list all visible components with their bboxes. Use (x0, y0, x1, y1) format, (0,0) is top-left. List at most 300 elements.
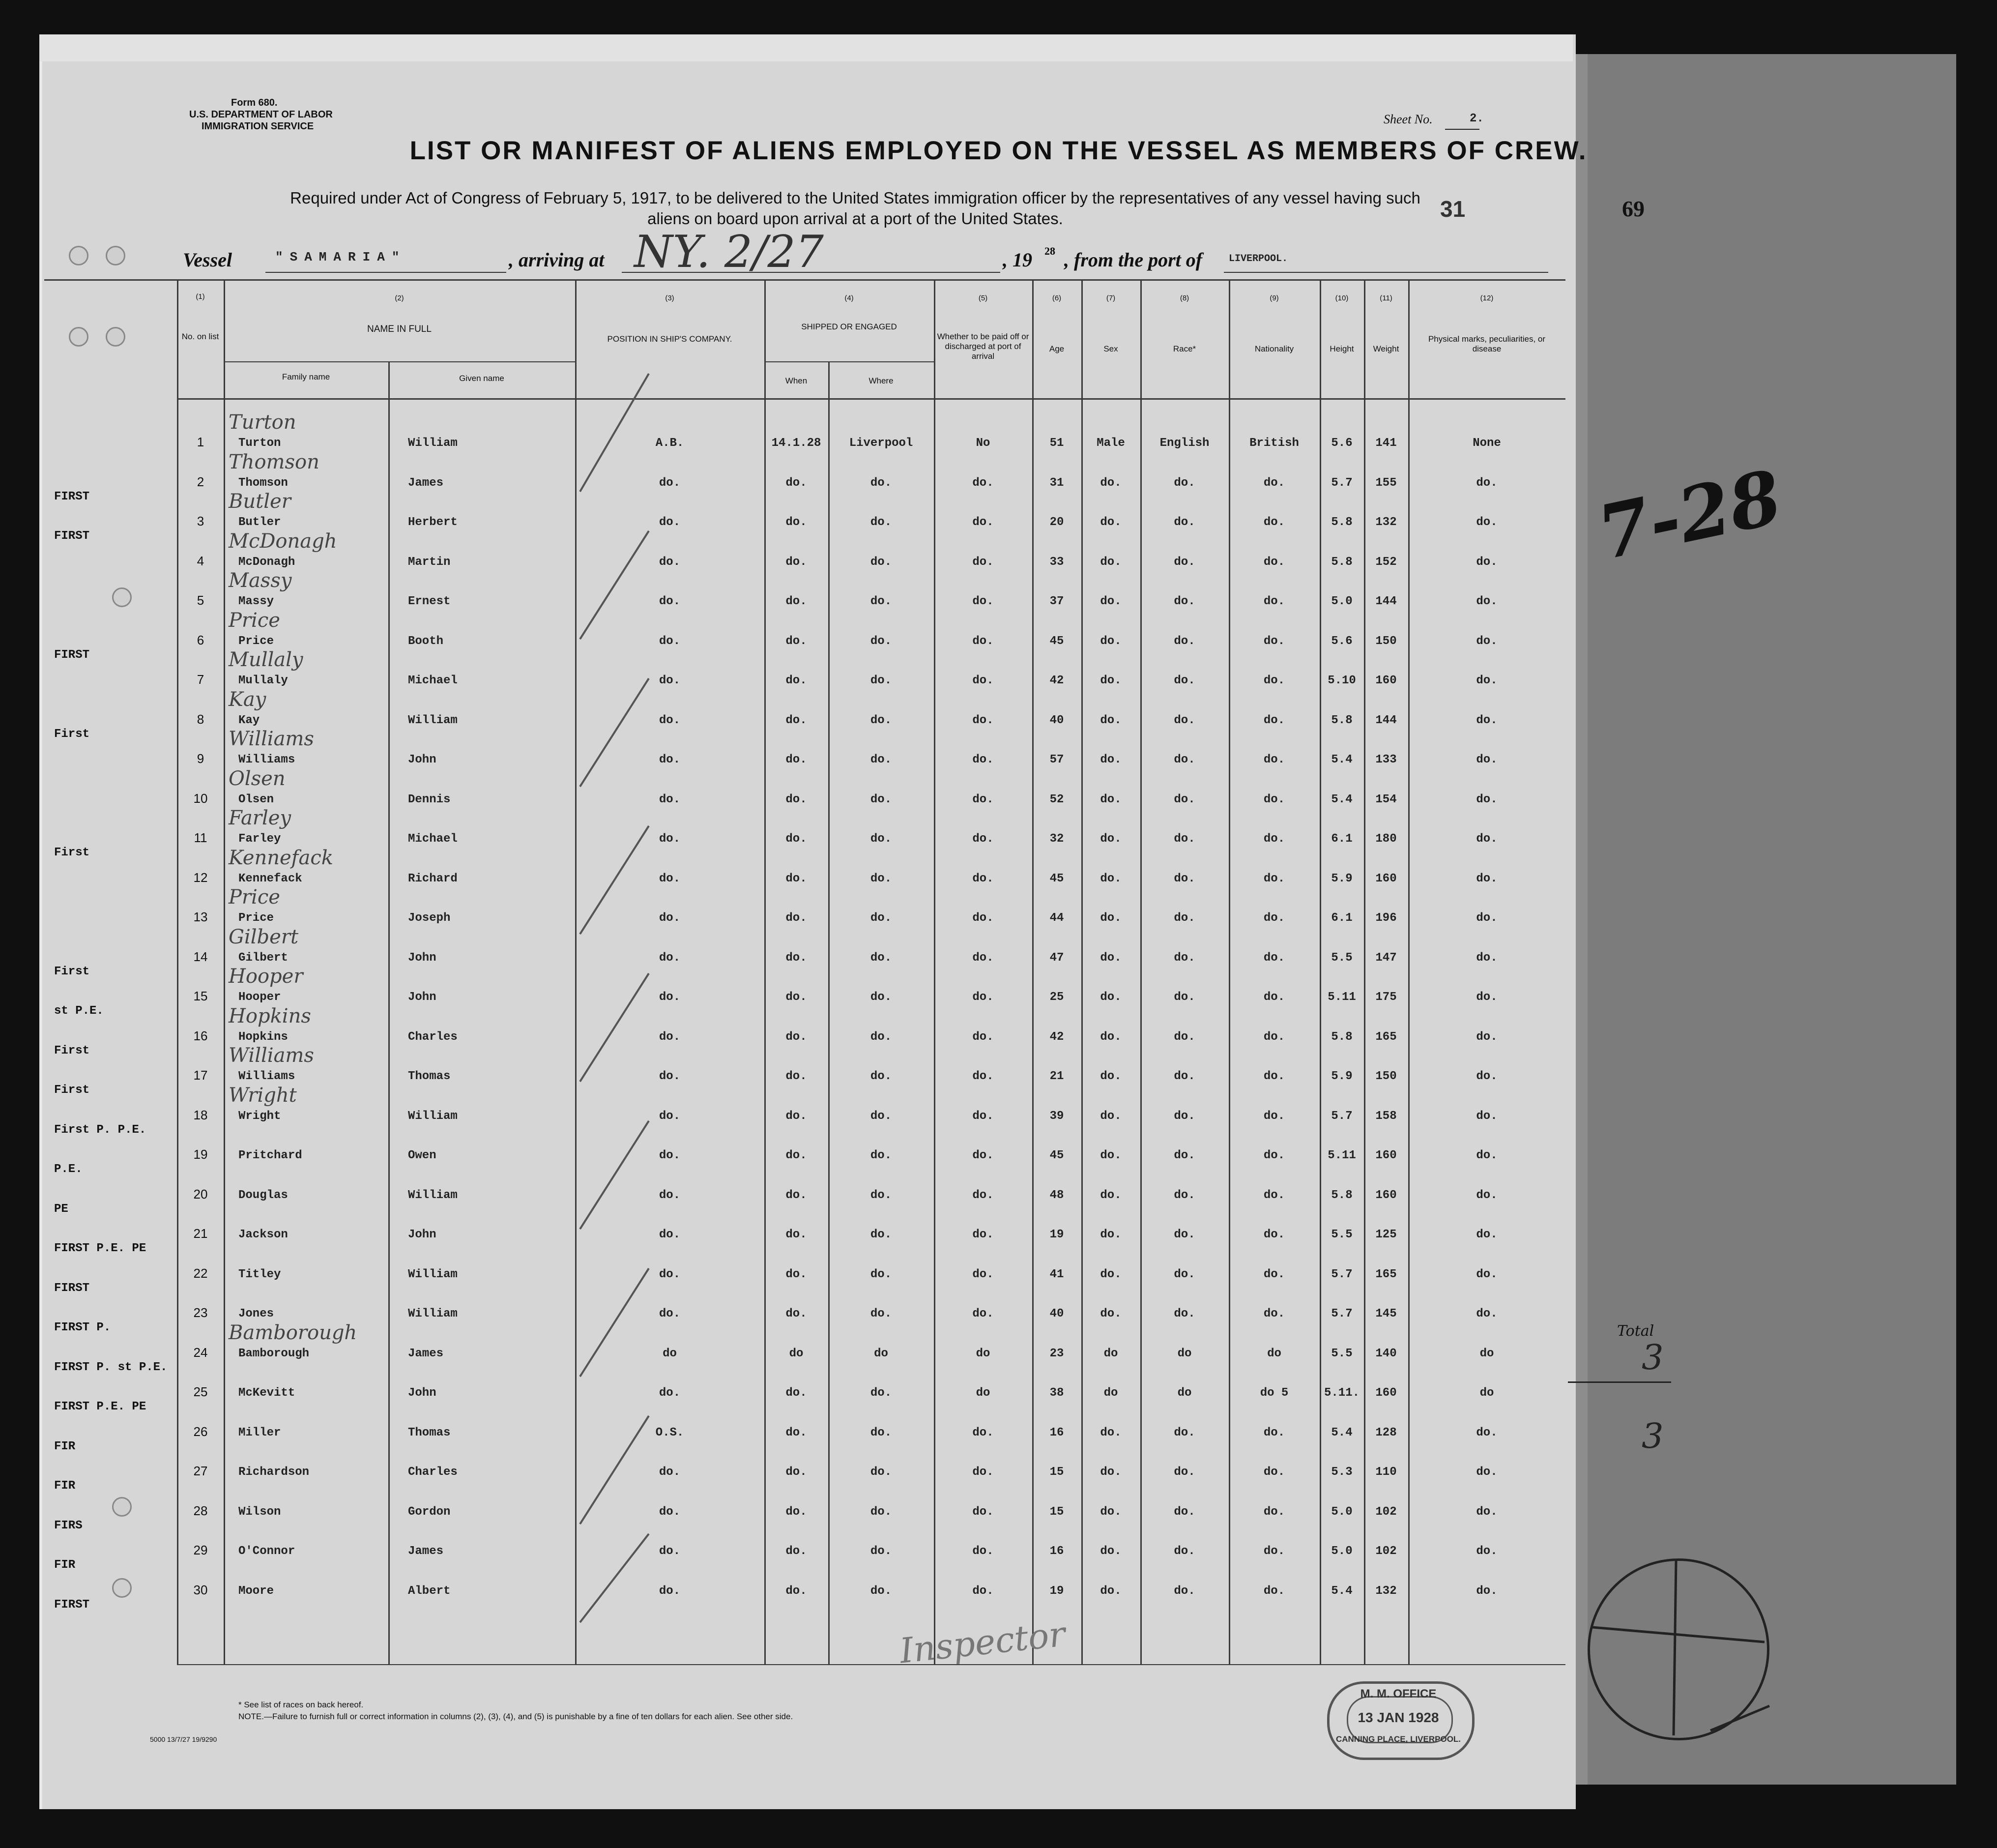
handwritten-family-name: Hooper (229, 965, 303, 988)
cell-nat: do. (1263, 1070, 1285, 1083)
cell-nat: do. (1263, 1188, 1285, 1202)
cell-nat: British (1249, 437, 1299, 450)
cell-paid: do. (972, 1228, 994, 1241)
cell-where: do. (870, 832, 892, 846)
cell-sex: do. (1100, 1149, 1122, 1162)
margin-annotation: First (54, 1044, 90, 1057)
cell-height: 6.1 (1331, 911, 1353, 925)
sheet-label: Sheet No. (1384, 112, 1433, 126)
port-underline (1224, 272, 1548, 273)
cell-paid: do. (972, 1109, 994, 1123)
cell-paid: do (976, 1386, 990, 1400)
cell-height: 5.11. (1324, 1386, 1360, 1400)
shipped-subheader-rule (764, 361, 934, 362)
sheet-top-edge (39, 34, 1573, 61)
sheet-number: 2. (1470, 112, 1484, 125)
cell-sex: do. (1100, 595, 1122, 608)
cell-nat: do. (1263, 1545, 1285, 1558)
margin-annotation: FIRST (54, 1598, 90, 1612)
cell-when: do. (785, 674, 807, 687)
row-number: 5 (197, 593, 204, 608)
cell-weight: 154 (1375, 792, 1397, 806)
cell-weight: 144 (1375, 713, 1397, 727)
cell-position: do. (659, 516, 681, 529)
handwritten-family-name: Olsen (229, 767, 286, 790)
tally-marks (560, 364, 708, 1652)
cell-race: do. (1174, 1466, 1195, 1479)
cell-marks: do. (1476, 1188, 1498, 1202)
row-number: 14 (193, 949, 208, 964)
cell-where: do. (870, 753, 892, 766)
cell-when: do (789, 1347, 804, 1360)
cell-nat: do 5 (1260, 1386, 1289, 1400)
cell-given: William (408, 437, 458, 450)
cell-age: 47 (1049, 951, 1064, 965)
vessel-name: "SAMARIA" (275, 250, 406, 264)
cell-nat: do. (1263, 1267, 1285, 1281)
cell-age: 44 (1049, 911, 1064, 925)
cell-where: do. (870, 1466, 892, 1479)
cell-given: John (408, 951, 436, 965)
cell-given: Gordon (408, 1505, 451, 1519)
cell-when: do. (785, 1307, 807, 1320)
cell-marks: do. (1476, 634, 1498, 648)
cell-where: do. (870, 1307, 892, 1320)
margin-annotation: FIR (54, 1558, 76, 1572)
cell-height: 5.7 (1331, 1109, 1353, 1123)
cell-given: John (408, 991, 436, 1004)
cell-position: do. (659, 674, 681, 687)
cell-given: Richard (408, 872, 458, 885)
cell-when: do. (785, 634, 807, 648)
cell-race: do (1177, 1347, 1192, 1360)
cell-nat: do. (1263, 1228, 1285, 1241)
header-name-in-full: NAME IN FULL (367, 324, 432, 334)
row-number: 1 (197, 435, 204, 449)
cell-family: Douglas (238, 1188, 288, 1202)
cell-given: Booth (408, 634, 444, 648)
cell-height: 5.0 (1331, 1545, 1353, 1558)
cell-race: do (1177, 1386, 1192, 1400)
cell-sex: do. (1100, 1070, 1122, 1083)
cell-nat: do. (1263, 476, 1285, 490)
cell-height: 5.8 (1331, 555, 1353, 569)
cell-marks: do. (1476, 476, 1498, 490)
cell-nat: do. (1263, 1584, 1285, 1598)
cell-weight: 165 (1375, 1030, 1397, 1044)
cell-where: do. (870, 1109, 892, 1123)
cell-age: 40 (1049, 713, 1064, 727)
cell-race: do. (1174, 634, 1195, 648)
cell-weight: 160 (1375, 1386, 1397, 1400)
cell-nat: do. (1263, 713, 1285, 727)
margin-annotation: FIR (54, 1479, 76, 1493)
cell-family: Wright (238, 1109, 281, 1123)
cell-height: 5.0 (1331, 1505, 1353, 1519)
cell-given: John (408, 1228, 436, 1241)
cell-when: do. (785, 1466, 807, 1479)
cell-height: 5.7 (1331, 476, 1353, 490)
cell-family: McKevitt (238, 1386, 295, 1400)
cell-when: do. (785, 991, 807, 1004)
col-num: (9) (1270, 294, 1279, 302)
cell-weight: 144 (1375, 595, 1397, 608)
cell-paid: do. (972, 1267, 994, 1281)
cell-given: Charles (408, 1030, 458, 1044)
col-num: (11) (1380, 294, 1392, 302)
cell-given: William (408, 1109, 458, 1123)
cell-age: 20 (1049, 516, 1064, 529)
cell-given: Joseph (408, 911, 451, 925)
cell-nat: do. (1263, 832, 1285, 846)
col-rule (224, 279, 225, 1664)
cell-sex: do (1103, 1347, 1118, 1360)
cell-race: do. (1174, 872, 1195, 885)
cell-paid: do. (972, 951, 994, 965)
cell-family: Farley (238, 832, 281, 846)
row-number: 26 (193, 1424, 208, 1439)
cell-age: 19 (1049, 1228, 1064, 1241)
handwritten-family-name: Farley (229, 807, 291, 829)
act-notice-line-2: aliens on board upon arrival at a port of the United States. (647, 209, 1063, 228)
vessel-underline (265, 272, 506, 273)
cell-nat: do. (1263, 753, 1285, 766)
cell-nat: do. (1263, 792, 1285, 806)
handwritten-family-name: Turton (229, 411, 296, 434)
cell-sex: do. (1100, 753, 1122, 766)
margin-annotation: First (54, 1084, 90, 1097)
manifest-title: LIST OR MANIFEST OF ALIENS EMPLOYED ON THE VESSEL AS MEMBERS OF CREW. (409, 136, 1588, 165)
handwritten-family-name: Williams (229, 728, 314, 750)
cell-nat: do. (1263, 516, 1285, 529)
row-number: 22 (193, 1265, 208, 1281)
row-number: 19 (193, 1147, 208, 1162)
cell-position: do. (659, 753, 681, 766)
cell-where: do. (870, 555, 892, 569)
cell-height: 5.0 (1331, 595, 1353, 608)
row-number: 18 (193, 1107, 208, 1122)
cell-where: do. (870, 476, 892, 490)
handwritten-family-name: Massy (229, 569, 292, 592)
sheet-number-underline (1445, 129, 1479, 130)
cell-family: McDonagh (238, 555, 295, 569)
row-number: 20 (193, 1186, 208, 1202)
cell-given: James (408, 476, 444, 490)
cell-family: Moore (238, 1584, 274, 1598)
col-num: (7) (1106, 294, 1116, 302)
arriving-underline (622, 272, 1000, 273)
cell-position: do. (659, 1545, 681, 1558)
cell-given: William (408, 1307, 458, 1320)
cell-given: John (408, 1386, 436, 1400)
header-physical-marks: Physical marks, peculiarities, or disease (1428, 334, 1546, 353)
cell-age: 16 (1049, 1545, 1064, 1558)
cell-marks: do. (1476, 595, 1498, 608)
cell-age: 45 (1049, 872, 1064, 885)
cell-where: do. (870, 991, 892, 1004)
cell-race: do. (1174, 911, 1195, 925)
cell-position: do. (659, 634, 681, 648)
cell-when: do. (785, 1426, 807, 1439)
row-number: 9 (197, 751, 204, 766)
cell-family: Gilbert (238, 951, 288, 965)
cell-family: Hopkins (238, 1030, 288, 1044)
margin-annotation: FIRST (54, 529, 90, 543)
header-height: Height (1330, 344, 1354, 353)
cell-paid: do. (972, 476, 994, 490)
cell-family: Kay (238, 713, 260, 727)
cell-where: do. (870, 1386, 892, 1400)
cell-height: 5.4 (1331, 792, 1353, 806)
cell-position: do. (659, 1505, 681, 1519)
port-label: , from the port of (1064, 249, 1203, 271)
cell-age: 45 (1049, 1149, 1064, 1162)
cell-age: 52 (1049, 792, 1064, 806)
cell-marks: do. (1476, 1030, 1498, 1044)
cell-race: do. (1174, 1267, 1195, 1281)
cell-race: do. (1174, 1149, 1195, 1162)
cell-height: 5.8 (1331, 516, 1353, 529)
cell-age: 19 (1049, 1584, 1064, 1598)
cell-weight: 150 (1375, 634, 1397, 648)
cell-when: do. (785, 832, 807, 846)
table-bottom-rule (177, 1664, 1565, 1665)
penalty-note: NOTE.—Failure to furnish full or correct information in columns (2), (3), (4), and (5) is punishable by a fine of ten dollars for each alien. See other side. (238, 1712, 793, 1721)
cell-where: do. (870, 516, 892, 529)
margin-annotation: st P.E. (54, 1004, 104, 1018)
row-number: 4 (197, 553, 204, 568)
cell-position: do (663, 1347, 677, 1360)
cell-paid: do. (972, 1466, 994, 1479)
cell-height: 5.5 (1331, 951, 1353, 965)
cell-when: do. (785, 1386, 807, 1400)
cell-age: 33 (1049, 555, 1064, 569)
cell-race: do. (1174, 753, 1195, 766)
row-number: 7 (197, 672, 204, 687)
row-number: 13 (193, 909, 208, 924)
col-num: (1) (196, 293, 205, 301)
cell-family: Richardson (238, 1466, 310, 1479)
act-notice-line-1: Required under Act of Congress of February 5, 1917, to be delivered to the United States immigration officer by the representatives of any vessel having such (290, 189, 1420, 207)
cell-weight: 147 (1375, 951, 1397, 965)
cell-race: do. (1174, 713, 1195, 727)
cell-where: do. (870, 1584, 892, 1598)
cell-given: John (408, 753, 436, 766)
cell-nat: do. (1263, 1030, 1285, 1044)
cell-race: do. (1174, 1426, 1195, 1439)
inspector-signature: Inspector (897, 1613, 1068, 1672)
cell-given: William (408, 713, 458, 727)
cell-where: do (874, 1347, 888, 1360)
margin-annotation: First (54, 846, 90, 859)
handwritten-family-name: Bamborough (229, 1321, 357, 1344)
cell-sex: do. (1100, 674, 1122, 687)
row-number: 6 (197, 632, 204, 647)
cell-height: 5.4 (1331, 1426, 1353, 1439)
cell-where: do. (870, 1267, 892, 1281)
cell-where: do. (870, 911, 892, 925)
cell-nat: do. (1263, 1426, 1285, 1439)
cell-height: 5.8 (1331, 1188, 1353, 1202)
cell-marks: do. (1476, 1505, 1498, 1519)
cell-marks: None (1473, 437, 1501, 450)
cell-height: 5.11 (1328, 991, 1356, 1004)
row-number: 30 (193, 1582, 208, 1597)
cell-age: 32 (1049, 832, 1064, 846)
cell-family: Jackson (238, 1228, 288, 1241)
cell-family: Butler (238, 516, 281, 529)
cell-race: do. (1174, 1307, 1195, 1320)
cell-paid: do. (972, 1307, 994, 1320)
col-num: (6) (1052, 294, 1062, 302)
cell-height: 5.11 (1328, 1149, 1356, 1162)
cell-when: do. (785, 1228, 807, 1241)
handwritten-family-name: Butler (229, 490, 291, 513)
cell-position: do. (659, 1267, 681, 1281)
cell-where: do. (870, 1228, 892, 1241)
cell-marks: do. (1476, 674, 1498, 687)
cell-position: do. (659, 991, 681, 1004)
row-number: 16 (193, 1028, 208, 1043)
cell-family: Kennefack (238, 872, 302, 885)
cell-marks: do (1479, 1386, 1494, 1400)
cell-paid: do. (972, 1426, 994, 1439)
cell-age: 42 (1049, 674, 1064, 687)
cell-race: do. (1174, 1109, 1195, 1123)
header-age: Age (1049, 344, 1065, 353)
cell-paid: do. (972, 832, 994, 846)
handwritten-family-name: McDonagh (229, 529, 337, 553)
cell-marks: do. (1476, 832, 1498, 846)
cell-sex: do. (1100, 832, 1122, 846)
cell-given: Michael (408, 674, 458, 687)
page-number: 69 (1622, 196, 1645, 221)
cell-nat: do. (1263, 595, 1285, 608)
header-paid-off: Whether to be paid off or discharged at port of arrival (937, 332, 1029, 361)
cell-nat: do. (1263, 674, 1285, 687)
cell-when: do. (785, 1188, 807, 1202)
header-given-name: Given name (459, 374, 504, 383)
cell-age: 23 (1049, 1347, 1064, 1360)
binder-hole (69, 327, 88, 347)
row-number: 21 (193, 1226, 208, 1241)
cell-weight: 133 (1375, 753, 1397, 766)
cell-weight: 132 (1375, 1584, 1397, 1598)
cell-nat: do. (1263, 555, 1285, 569)
cell-race: do. (1174, 951, 1195, 965)
cell-height: 5.5 (1331, 1228, 1353, 1241)
handwritten-family-name: Kay (229, 688, 266, 711)
cell-weight: 102 (1375, 1505, 1397, 1519)
cell-paid: do. (972, 555, 994, 569)
cell-weight: 132 (1375, 516, 1397, 529)
cell-when: do. (785, 1545, 807, 1558)
arriving-label: , arriving at (509, 249, 605, 271)
cell-weight: 165 (1375, 1267, 1397, 1281)
handwritten-family-name: Wright (229, 1084, 297, 1107)
cell-where: do. (870, 1426, 892, 1439)
header-sex: Sex (1103, 344, 1118, 353)
cell-weight: 110 (1375, 1466, 1397, 1479)
cell-position: do. (659, 1466, 681, 1479)
cell-given: Charles (408, 1466, 458, 1479)
cell-given: Thomas (408, 1070, 451, 1083)
backing-sheet (1563, 54, 1956, 1785)
cell-paid: do. (972, 634, 994, 648)
cell-weight: 158 (1375, 1109, 1397, 1123)
cell-marks: do. (1476, 991, 1498, 1004)
cell-weight: 196 (1375, 911, 1397, 925)
cell-position: do. (659, 1188, 681, 1202)
cell-age: 41 (1049, 1267, 1064, 1281)
cell-height: 5.4 (1331, 1584, 1353, 1598)
cell-when: do. (785, 1109, 807, 1123)
cell-family: Miller (238, 1426, 281, 1439)
cell-weight: 160 (1375, 1188, 1397, 1202)
cell-when: do. (785, 1584, 807, 1598)
cell-when: do. (785, 1505, 807, 1519)
cell-sex: do. (1100, 1505, 1122, 1519)
cell-where: do. (870, 1188, 892, 1202)
cell-position: do. (659, 713, 681, 727)
cell-position: do. (659, 792, 681, 806)
arriving-port-date: NY. 2/27 (634, 226, 824, 278)
cell-where: do. (870, 951, 892, 965)
year-label: , 19 (1003, 249, 1032, 271)
cell-marks: do. (1476, 713, 1498, 727)
cell-paid: do. (972, 991, 994, 1004)
row-number: 27 (193, 1464, 208, 1478)
cell-nat: do. (1263, 991, 1285, 1004)
sheet-stamp-number: 31 (1440, 196, 1466, 222)
cell-height: 5.6 (1331, 634, 1353, 648)
cell-age: 37 (1049, 595, 1064, 608)
cell-family: Olsen (238, 792, 274, 806)
cell-where: do. (870, 792, 892, 806)
cell-given: Dennis (408, 792, 451, 806)
cell-family: Mullaly (238, 674, 288, 687)
col-num: (8) (1180, 294, 1189, 302)
cell-height: 5.9 (1331, 872, 1353, 885)
margin-annotation: FIRST (54, 1281, 90, 1295)
handwritten-family-name: Mullaly (229, 648, 303, 671)
cell-given: Albert (408, 1584, 451, 1598)
cell-nat: do (1267, 1347, 1281, 1360)
vessel-label: Vessel (183, 249, 232, 271)
cell-sex: do. (1100, 1228, 1122, 1241)
cell-sex: do. (1100, 1188, 1122, 1202)
cell-age: 25 (1049, 991, 1064, 1004)
header-bottom-rule (177, 398, 1565, 400)
cell-marks: do (1479, 1347, 1494, 1360)
cell-marks: do. (1476, 1267, 1498, 1281)
col-num: (10) (1335, 294, 1349, 302)
col-rule (177, 279, 178, 1664)
cell-age: 16 (1049, 1426, 1064, 1439)
cell-sex: do. (1100, 872, 1122, 885)
cell-paid: do. (972, 595, 994, 608)
handwritten-family-name: Williams (229, 1044, 314, 1067)
cell-paid: do. (972, 1584, 994, 1598)
cell-marks: do. (1476, 1149, 1498, 1162)
cell-sex: do. (1100, 713, 1122, 727)
cell-position: A.B. (655, 437, 684, 450)
cell-age: 42 (1049, 1030, 1064, 1044)
cell-sex: do. (1100, 476, 1122, 490)
col-num: (3) (665, 294, 674, 302)
cell-paid: do. (972, 792, 994, 806)
binder-hole (69, 246, 88, 265)
